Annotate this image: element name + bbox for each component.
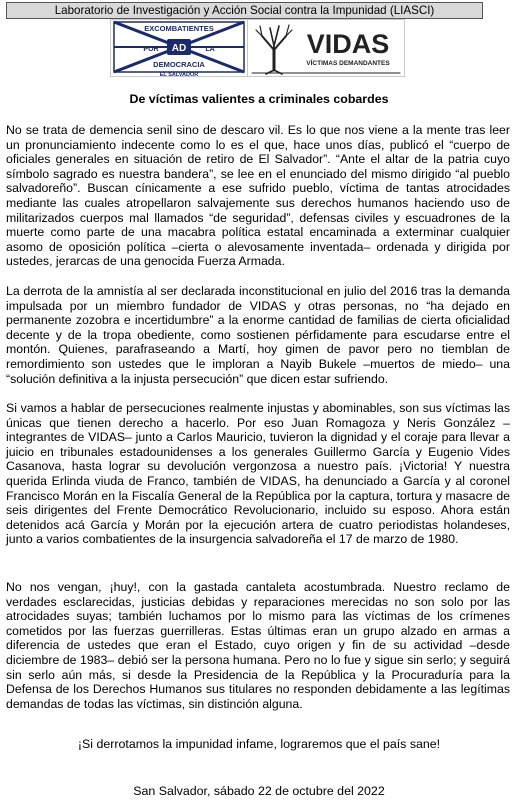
logo-left-bottom-text: DEMOCRACIA: [153, 60, 205, 69]
vidas-logo: [247, 19, 405, 77]
excombatientes-emblem-icon: [111, 20, 247, 76]
excombatientes-logo: [110, 19, 248, 77]
paragraph-4: No nos vengan, ¡huy!, con la gastada cantaleta acostumbrada. Nuestro reclamo de verdades esclarecidas, justicias debidas y reparaciones merecidas no son solo por las atrocidades suyas; también luchamos por lo mismo para las víctimas de los crímenes cometidos por las fuerzas guerrilleras. Estas últimas eran un grupo alzado en armas a diferencia de ustedes que eran el Estado, cuyo origen y fin de su actividad –desde diciembre de 1983– debió ser la persona humana. Pero no lo fue y sigue sin serlo; y seguirá sin serlo aún más, si desde la Presidencia de la República y la Procuraduría para la Defensa de los Derechos Humanos sus titulares no responden debidamente a las legítimas demandas de todas las víctimas, sin distinción alguna.: [6, 580, 510, 711]
organization-name: Laboratorio de Investigación y Acción Social contra la Impunidad (LIASCI): [54, 4, 435, 17]
logo-left-place-text: EL SALVADOR: [159, 72, 199, 76]
vidas-logo-tagline: VÍCTIMAS DEMANDANTES: [306, 60, 390, 67]
paragraph-2: La derrota de la amnistía al ser declarada inconstitucional en julio del 2016 tras la demanda impulsada por un miembro fundador de VIDAS y otras personas, no “ha dejado en permanente zozobra e incertidumbre” a la enorme cantidad de familias de cierta oficialidad decente y de la tropa obediente, como sostienen pérfidamente para escudarse entre el montón. Quienes, parafraseando a Martí, hoy gimen de pavor pero no tiemblan de remordimiento son ustedes que le imploran a Nayib Bukele –muertos de miedo– una “solución definitiva a la injusta persecución” que dicen estar sufriendo.: [6, 284, 510, 386]
paragraph-1: No se trata de demencia senil sino de descaro vil. Es lo que nos viene a la mente tras leer un pronunciamiento indecente como lo es el que, hace unos días, publicó el “cuerpo de oficiales generales en situación de retiro de El Salvador”. “Ante el altar de la patria cuyo símbolo sagrado es nuestra bandera”, se lee en el enunciado del mismo dirigido “al pueblo salvadoreño”. Buscan cínicamente a ese sufrido pueblo, víctima de tantas atrocidades mediante las cuales atropellaron salvajemente sus derechos humanos haciendo uso de militarizados cuerpos mal llamados “de seguridad”, defensas civiles y escuadrones de la muerte como parte de una macabra política estatal encaminada a exterminar cualquier asomo de oposición política –cierta o alevosamente inventada– ordenada y dirigida por ustedes, jerarcas de una genocida Fuerza Armada.: [6, 123, 510, 269]
document-title: De víctimas valientes a criminales cobardes: [129, 92, 389, 106]
closing-statement: ¡Si derrotamos la impunidad infame, lograremos que el país sane!: [77, 737, 441, 751]
vidas-logo-name: VIDAS: [306, 29, 390, 59]
svg-text:AD: AD: [171, 43, 187, 54]
place-date-signoff: San Salvador, sábado 22 de octubre del 2022: [133, 784, 385, 798]
logo-left-right-word: LA: [205, 46, 215, 53]
paragraph-3: Si vamos a hablar de persecuciones realmente injustas y abominables, son sus víctimas las únicas que tienen derecho a hacerlo. Por eso Juan Romagoza y Neris González –integrantes de VIDAS– junto a Carlos Mauricio, tuvieron la dignidad y el coraje para llevar a juicio en tribunales estadounidenses a los generales Guillermo García y Eugenio Vides Casanova, hasta lograr su devolución vergonzosa a nuestro país. ¡Victoria! Y nuestra querida Erlinda viuda de Franco, también de VIDAS, ha denunciado a García y al coronel Francisco Morán en la Fiscalía General de la República por la captura, tortura y masacre de seis dirigentes del Frente Democrático Revolucionario, incluido su esposo. Ahora están detenidos acá García y Morán por la ejecución artera de cuatro periodistas holandeses, junto a varios combatientes de la insurgencia salvadoreña el 17 de marzo de 1980.: [6, 401, 510, 547]
organization-header: [6, 2, 483, 19]
logo-left-left-word: POR: [143, 46, 159, 53]
logo-left-top-text: EXCOMBATIENTES: [144, 24, 214, 33]
tree-icon: [248, 20, 404, 76]
